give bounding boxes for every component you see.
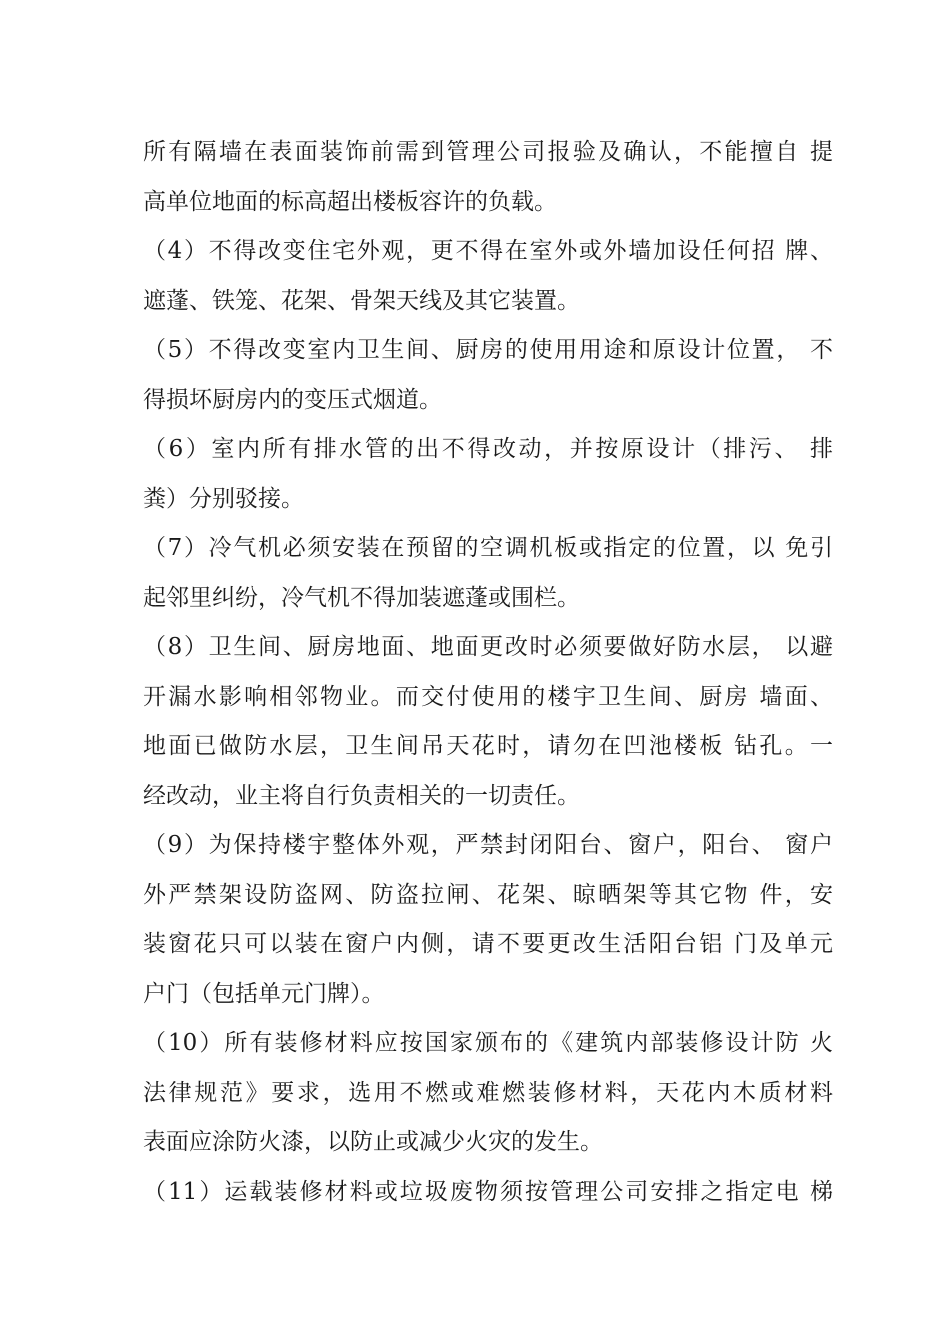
- text-line: 开漏水影响相邻物业。而交付使用的楼宇卫生间、厨房 墙面、: [143, 683, 833, 710]
- text-line: 得损坏厨房内的变压式烟道。: [143, 386, 442, 413]
- text-line: 法律规范》要求，选用不燃或难燃装修材料，天花内木质材料: [143, 1079, 833, 1106]
- text-line: 装窗花只可以装在窗户内侧，请不要更改生活阳台铝 门及单元: [143, 931, 833, 957]
- text-line: （4）不得改变住宅外观，更不得在室外或外墙加设任何招 牌、: [143, 238, 833, 264]
- text-line: 遮蓬、铁笼、花架、骨架天线及其它装置。: [143, 287, 580, 314]
- text-line: 起邻里纠纷，冷气机不得加装遮蓬或围栏。: [143, 584, 580, 611]
- text-line: （8）卫生间、厨房地面、地面更改时必须要做好防水层， 以避: [143, 634, 833, 660]
- text-line: （7）冷气机必须安装在预留的空调机板或指定的位置，以 免引: [143, 535, 833, 561]
- text-line: 表面应涂防火漆，以防止或减少火灾的发生。: [143, 1129, 603, 1155]
- text-line: 户门（包括单元门牌）。: [143, 980, 385, 1007]
- text-line: （9）为保持楼宇整体外观，严禁封闭阳台、窗户，阳台、 窗户: [143, 832, 833, 858]
- text-line: （11）运载装修材料或垃圾废物须按管理公司安排之指定电 梯: [143, 1178, 833, 1205]
- text-line: 地面已做防水层，卫生间吊天花时，请勿在凹池楼板 钻孔。一: [143, 733, 833, 759]
- text-line: （6）室内所有排水管的出不得改动，并按原设计（排污、 排: [143, 436, 833, 462]
- text-line: 粪）分别驳接。: [143, 485, 304, 512]
- text-line: 高单位地面的标高超出楼板容许的负载。: [143, 188, 557, 215]
- text-line: （10）所有装修材料应按国家颁布的《建筑内部装修设计防 火: [143, 1030, 833, 1056]
- text-line: （5）不得改变室内卫生间、厨房的使用用途和原设计位置， 不: [143, 337, 833, 363]
- text-line: 外严禁架设防盗网、防盗拉闸、花架、晾晒架等其它物 件，安: [143, 881, 833, 908]
- document-body: [143, 128, 833, 1217]
- text-line: 经改动，业主将自行负责相关的一切责任。: [143, 782, 580, 809]
- text-line: 所有隔墙在表面装饰前需到管理公司报验及确认，不能擅自 提: [143, 139, 833, 165]
